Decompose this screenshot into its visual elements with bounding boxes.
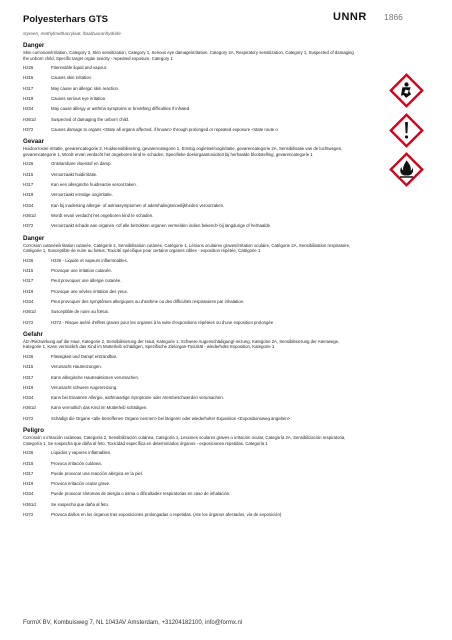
section-spanish [23,427,356,522]
section-english [23,42,356,137]
statement-row [23,385,356,395]
h-code: H319 [23,481,34,487]
h-code: H317 [23,182,34,188]
statement-row [23,375,356,385]
h-text: Peut provoquer des symptômes allergiques ou d'asthme ou des difficultés respiratoires par inhalation. [51,298,245,304]
hazard-classification: Corrosion cutanée/irritation cutanée, Catégorie 2, Sensibilisation cutanée, Catégorie 1, Lésions oculaires graves/irritation oculaire, Catégorie 2A, Sensibilisation respiratoire, Catégorie 1, Susceptible de nuire au fœtus, Toxicité spécifique pour certains organes cibles - exposition répétée, Catégorie 1 [23,242,351,254]
h-text: Veroorzaakt schade aan organen <of alle betrokken organen vermelden indien bekend> bij langdurige of herhaalde [51,223,271,229]
h-text: Provoca irritación cutánea. [51,460,102,466]
statement-row [23,278,356,288]
signal-word: Gefahr [23,330,43,338]
statement-row [23,481,356,491]
h-code: H361d [23,212,36,218]
signal-word: Gevaar [23,138,44,146]
h-code: H372 [23,415,34,421]
product-title: Polyesterhars GTS [23,14,109,25]
statement-row [23,309,356,319]
h-code: H226 [23,161,34,167]
h-code: H372 [23,319,34,325]
hazard-content [23,42,356,523]
h-code: H317 [23,470,34,476]
statement-row [23,65,356,75]
h-text: Kann vermutlich das Kind im Mutterleib schädigen. [51,405,148,411]
h-code: H334 [23,395,34,401]
h-code: H315 [23,268,34,274]
statement-row [23,354,356,364]
hazard-classification: Huidcorrosie/-irritatie, gevarencategorie 2, Huidsensibilisering, gevarencategorie 1, Ernstig oogletsel/oogirritatie, gevarencategorie 2A, Sensibilisatie van de luchtwegen, gevarencategorie 1, Wordt ervan verdacht het ongeboren kind te schaden, Specifieke doelorgaantoxiciteit bij herhaalde blootstelling, gevarencategorie 1 [23,146,343,157]
ingredients-subtitle: styreen, methylmethacrylaat, ftaalzuuranhydride [23,31,121,36]
h-code: H319 [23,384,34,390]
exclamation-icon [388,112,425,149]
h-code: H226 [23,450,34,456]
statement-row [23,289,356,299]
h-text: Líquidos y vapores inflamables. [51,450,112,456]
h-text: Susceptible de nuire au fœtus. [51,309,110,315]
h-text: Provoque une sévère irritation des yeux. [51,288,128,294]
h-code: H317 [23,85,34,91]
h-text: Ontvlambare vloeistof en damp. [51,161,112,167]
h-text: Flüssigkeit und Dampf entzündbar. [51,353,118,359]
statement-row [23,299,356,309]
h-text: H372 - Risque avéré d'effets graves pour les organes à la suite d'expositions répétées ou d'une exposition prolongée [51,319,274,325]
h-code: H372 [23,126,34,132]
h-code: H317 [23,374,34,380]
statement-row [23,395,356,405]
section-dutch [23,138,356,233]
statement-row [23,364,356,374]
h-code: H315 [23,364,34,370]
h-code: H319 [23,96,34,102]
h-text: Kann allergische Hautreaktionen verursachen. [51,374,140,380]
hazard-classification: Corrosión o irritación cutáneas, Categoría 2, Sensibilización cutánea, Categoría 1, Lesiones oculares graves o irritación ocular, Categoría 2A, Sensibilización respiratoria, Categoría 1, Se sospecha que daña al feto, Toxicidad específica en determinados órganos - exposiciones repetidas, Categoría 1 [23,435,346,446]
statement-row [23,127,356,137]
statement-row [23,268,356,278]
h-text: Verursacht schwere Augenreizung. [51,384,118,390]
statement-row [23,416,356,426]
signal-word: Danger [23,42,45,49]
statement-row [23,213,356,223]
h-text: Schädigt die Organe <alle betroffenen Organe nennen> bei längerer oder wiederholter Exposition <Expositionsweg angeben> [51,415,291,421]
h-code: H361d [23,116,36,122]
section-french [23,235,356,330]
statement-row [23,161,356,171]
h-code: H361d [23,405,36,411]
statement-row [23,512,356,522]
h-text: Provoca irritación ocular grave. [51,481,111,487]
h-code: H361d [23,501,36,507]
h-text: Suspected of damaging the unborn child. [51,116,130,122]
h-text: Causes serious eye irritation. [51,96,107,102]
h-code: H334 [23,491,34,497]
h-code: H334 [23,298,34,304]
h-code: H226 [23,257,34,263]
company-footer: FormX BV, Kombuisweg 7, NL 1043AV Amsterdam, +31204182100, info@formx.nl [23,620,243,626]
h-code: H315 [23,171,34,177]
h-text: Flammable liquid and vapour. [51,65,108,71]
h-text: Wordt ervan verdacht het ongeboren kind te schaden. [51,212,154,218]
h-text: Kan een allergische huidreactie veroorzaken. [51,182,137,188]
statement-row [23,320,356,330]
h-text: Kan bij inademing allergie- of astmasymptomen of ademhalingsmoeilijkheden veroorzaken. [51,202,225,208]
h-text: Provoca daños en los órganos tras exposiciones prolongadas o repetidas. (Ate los órganos afectados, vía de exposición) [51,512,282,518]
h-text: Verursacht Hautreizungen. [51,364,102,370]
statement-row [23,491,356,501]
h-code: H372 [23,223,34,229]
h-text: Puede provocar síntomas de alergia o asma o dificultades respiratorias en caso de inhalación. [51,491,231,497]
statement-row [23,96,356,106]
statement-row [23,405,356,415]
h-code: H317 [23,278,34,284]
statement-row [23,502,356,512]
statement-row [23,182,356,192]
brand-name: UNNR [333,11,367,23]
statement-row [23,223,356,233]
h-text: Se sospecha que daña al feto. [51,501,110,507]
h-text: Peut provoquer une allergie cutanée. [51,278,122,284]
h-text: May cause allergy or asthma symptoms or breathing difficulties if inhaled. [51,106,191,112]
statement-row [23,117,356,127]
statement-row [23,75,356,85]
h-text: Veroorzaakt ernstige oogirritatie. [51,192,113,198]
statement-row [23,461,356,471]
h-code: H361d [23,309,36,315]
signal-word: Peligro [23,427,44,435]
h-text: Kann bei Einatmen Allergie, asthmaartige Symptome oder Atembeschwerden verursachen. [51,395,224,401]
h-code: H226 [23,353,34,359]
flame-icon [388,151,425,188]
h-code: H319 [23,192,34,198]
product-code: 1866 [384,12,403,22]
statement-row [23,172,356,182]
h-text: H226 - Liquide et vapeurs inflammables. [51,257,128,263]
statement-row [23,450,356,460]
h-text: Veroorzaakt huidirritatie. [51,171,98,177]
statement-row [23,203,356,213]
statement-row [23,192,356,202]
h-text: Provoque une irritation cutanée. [51,268,112,274]
h-text: Causes damage to organs <State all organs affected, if known> through prolonged or repeated exposure <state route o [51,126,278,132]
h-text: May cause an allergic skin reaction. [51,85,120,91]
hazard-classification: Skin corrosion/irritation, Category 2, Skin sensitization, Category 1, Serious eye damage/irritation, Category 2A, Respiratory sensitization, Category 1, Suspected of damaging the unborn child, Specific target organ toxicity - repeated exposure, Category 1 [23,50,354,61]
h-code: H226 [23,65,34,71]
statement-row [23,86,356,96]
hazard-classification: Ätz-/Reizwirkung auf die Haut, Kategorie 2, Sensibilisierung der Haut, Kategorie 1, Schwere Augenschädigung/-reizung, Kategorie 2A, Sensibilisierung der Atemwege, Kategorie 1, Kann vermutlich das Kind im Mutterleib schädigen, Spezifische Zielorgan-Toxizität - wiederholte Exposition, Kategorie 1 [23,338,340,350]
statement-row [23,258,356,268]
h-text: Puede provocar una reacción alérgica en la piel. [51,470,143,476]
signal-word: Danger [23,234,45,242]
h-code: H372 [23,512,34,518]
statement-row [23,471,356,481]
statement-row [23,106,356,116]
h-text: Causes skin irritation. [51,75,93,81]
section-german [23,331,356,426]
h-code: H334 [23,106,34,112]
h-code: H319 [23,288,34,294]
h-code: H334 [23,202,34,208]
h-code: H315 [23,460,34,466]
health-hazard-icon [388,72,425,109]
h-code: H315 [23,75,34,81]
